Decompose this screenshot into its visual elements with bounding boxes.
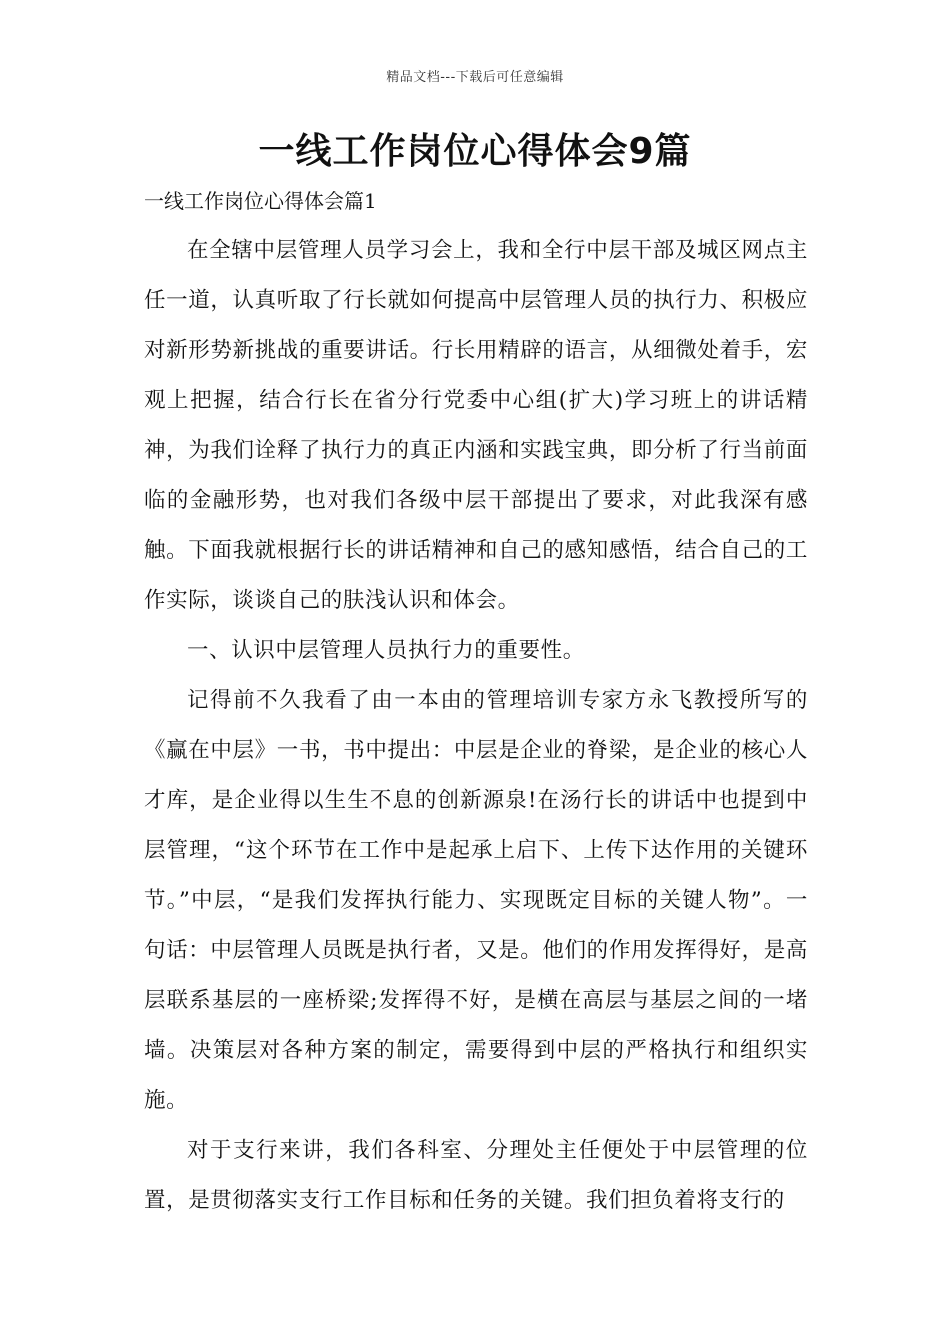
- document-body: [144, 226, 808, 1226]
- paragraph: 一、认识中层管理人员执行力的重要性。: [187, 638, 585, 663]
- section-heading: 一线工作岗位心得体会篇1: [144, 189, 377, 213]
- document-title: 一线工作岗位心得体会9篇: [258, 131, 692, 172]
- paragraph: 记得前不久我看了由一本由的管理培训专家方永飞教授所写的《赢在中层》一书，书中提出：中层是企业的脊梁，是企业的核心人才库，是企业得以生生不息的创新源泉!在汤行长的讲话中也提到中层管理，“这个环节在工作中是起承上启下、上传下达作用的关键环节。”中层，“是我们发挥执行能力、实现既定目标的关键人物”。一句话：中层管理人员既是执行者，又是。他们的作用发挥得好，是高层联系基层的一座桥梁;发挥得不好，是横在高层与基层之间的一堵墙。决策层对各种方案的制定，需要得到中层的严格执行和组织实施。: [144, 688, 808, 1113]
- paragraph: 对于支行来讲，我们各科室、分理处主任便处于中层管理的位置，是贯彻落实支行工作目标和任务的关键。我们担负着将支行的: [144, 1138, 808, 1213]
- page-header-watermark: 精品文档---下载后可任意编辑: [386, 70, 564, 85]
- paragraph: 在全辖中层管理人员学习会上，我和全行中层干部及城区网点主任一道，认真听取了行长就如何提高中层管理人员的执行力、积极应对新形势新挑战的重要讲话。行长用精辟的语言，从细微处着手，宏观上把握，结合行长在省分行党委中心组(扩大)学习班上的讲话精神，为我们诠释了执行力的真正内涵和实践宝典，即分析了行当前面临的金融形势，也对我们各级中层干部提出了要求，对此我深有感触。下面我就根据行长的讲话精神和自己的感知感悟，结合自己的工作实际，谈谈自己的肤浅认识和体会。: [144, 238, 808, 613]
